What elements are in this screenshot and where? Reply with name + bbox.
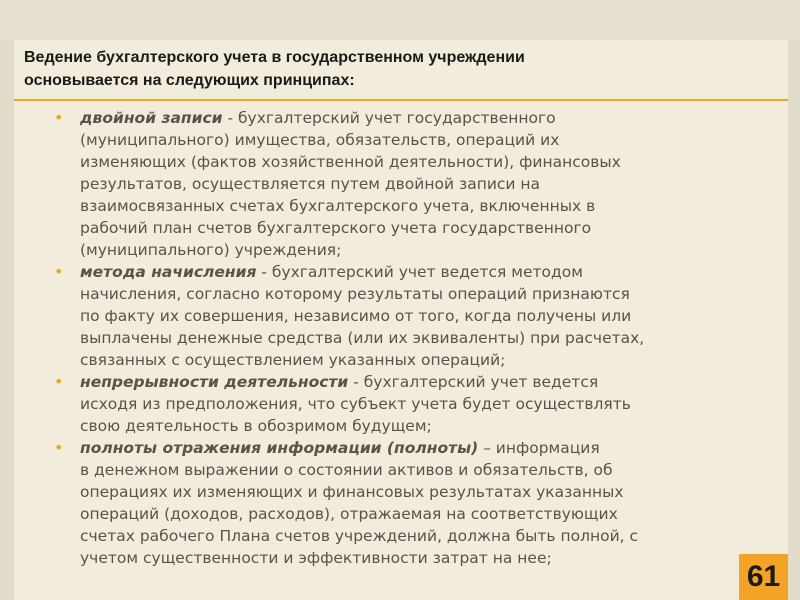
principle-text: - бухгалтерский учет ведется bbox=[348, 373, 599, 391]
principle-text-line: операций (доходов, расходов), отражаемая на соответствующих bbox=[80, 505, 618, 523]
slide-title-line: основывается на следующих принципах: bbox=[24, 72, 355, 89]
page-number-badge: 61 bbox=[739, 554, 788, 600]
item-first-line bbox=[80, 107, 754, 129]
principle-text: - бухгалтерский учет ведется методом bbox=[256, 263, 583, 281]
principles-list bbox=[54, 107, 754, 569]
principle-term: метода начисления bbox=[80, 263, 257, 281]
principle-term: двойной записи bbox=[80, 109, 223, 127]
principle-text-line: в денежном выражении о состоянии активов и обязательств, об bbox=[80, 461, 613, 479]
principle-text-line: начисления, согласно которому результаты операций признаются bbox=[80, 285, 630, 303]
bullet-icon: • bbox=[54, 438, 64, 457]
item-first-line bbox=[80, 371, 754, 393]
bullet-icon: • bbox=[54, 108, 64, 127]
bullet-icon: • bbox=[54, 372, 64, 391]
principle-text-line: рабочий план счетов бухгалтерского учета государственного bbox=[80, 219, 592, 237]
principle-text-line: по факту их совершения, независимо от того, когда получены или bbox=[80, 307, 632, 325]
principle-text-line: учетом существенности и эффективности затрат на нее; bbox=[80, 549, 552, 567]
principle-text-line: операциях их изменяющих и финансовых результатах указанных bbox=[80, 483, 624, 501]
principle-text-line: свою деятельность в обозримом будущем; bbox=[80, 417, 432, 435]
principle-item-completeness bbox=[54, 437, 754, 569]
principle-text-line: (муниципального) учреждения; bbox=[80, 241, 342, 259]
slide-title bbox=[24, 46, 764, 92]
principle-text-line: исходя из предположения, что субъект учета будет осуществлять bbox=[80, 395, 631, 413]
principle-item-going-concern bbox=[54, 371, 754, 437]
principle-item-accrual bbox=[54, 261, 754, 371]
principle-text-line: взаимосвязанных счетах бухгалтерского учета, включенных в bbox=[80, 197, 596, 215]
principle-term: непрерывности деятельности bbox=[80, 373, 349, 391]
principle-term: полноты отражения информации (полноты) bbox=[80, 439, 479, 457]
bullet-icon: • bbox=[54, 262, 64, 281]
principle-text-line: (муниципального) имущества, обязательств, операций их bbox=[80, 131, 560, 149]
principle-text-line: выплачены денежные средства (или их эквиваленты) при расчетах, bbox=[80, 329, 645, 347]
principle-text-line: счетах рабочего Плана счетов учреждений, должна быть полной, с bbox=[80, 527, 639, 545]
principle-text-line: результатов, осуществляется путем двойной записи на bbox=[80, 175, 541, 193]
principle-text: - бухгалтерский учет государственного bbox=[222, 109, 556, 127]
principle-text-line: связанных с осуществлением указанных операций; bbox=[80, 351, 506, 369]
item-first-line bbox=[80, 261, 754, 283]
top-band bbox=[0, 0, 800, 40]
item-first-line bbox=[80, 437, 754, 459]
slide-title-line: Ведение бухгалтерского учета в государственном учреждении bbox=[24, 49, 525, 66]
principle-item-double-entry bbox=[54, 107, 754, 261]
principle-text-line: изменяющих (фактов хозяйственной деятельности), финансовых bbox=[80, 153, 621, 171]
principle-text: – информация bbox=[478, 439, 600, 457]
